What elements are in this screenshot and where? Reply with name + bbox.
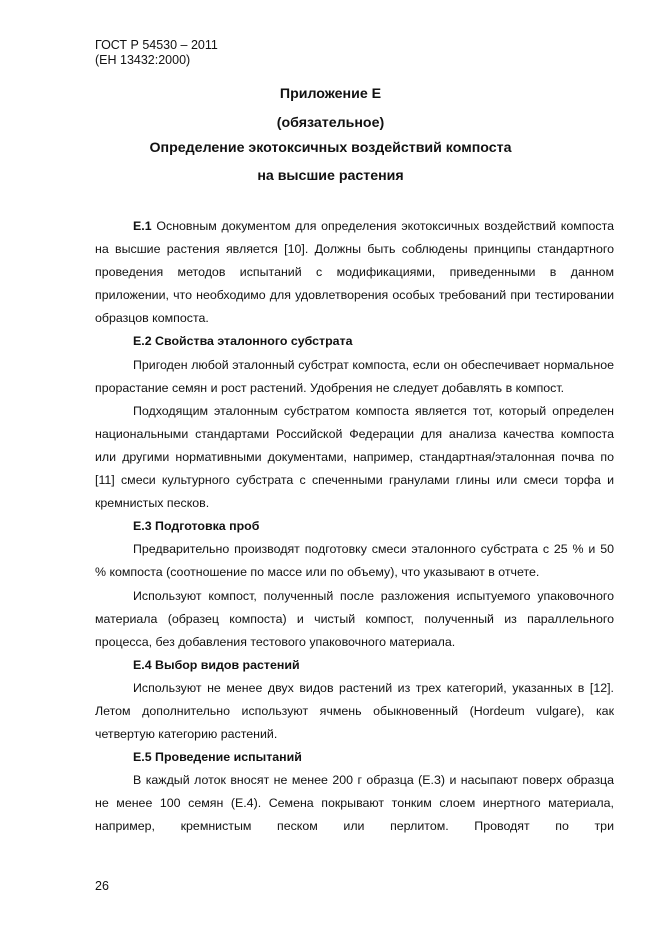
clause-number-e1: Е.1 — [133, 219, 152, 233]
section-heading-e4: Е.4 Выбор видов растений — [133, 657, 300, 672]
appendix-title: Приложение Е — [279, 86, 382, 102]
paragraph-e2-1: Пригоден любой эталонный субстрат компоста, если он обеспечивает нормальное прорастание семян и рост растений. Удобрения не следует добавлять в компост. — [95, 357, 614, 395]
paragraph-e3-1: Предварительно производят подготовку смеси эталонного субстрата с 25 % и 50 % компоста (соотношение по массе или по объему), что указывают в отчете. — [95, 542, 614, 580]
section-heading-e5: Е.5 Проведение испытаний — [133, 750, 302, 765]
document-header — [95, 38, 218, 68]
appendix-status: (обязательное) — [276, 115, 385, 131]
paragraph-e5-1: В каждый лоток вносят не менее 200 г образца (Е.3) и насыпают поверх образца не менее 100 семян (Е.4). Семена покрывают тонким слоем инертного материала, например, кремнистым песком или перлитом. Проводят по три — [95, 773, 614, 834]
paragraph-e3-2: Используют компост, полученный после разложения испытуемого упаковочного материала (образец компоста) и чистый компост, полученный из параллельного процесса, без добавления тестового упаковочного материала. — [95, 588, 614, 649]
paragraph-e1-text: Основным документом для определения экотоксичных воздействий компоста на высшие растения является [10]. Должны быть соблюдены принципы стандартного проведения методов испытаний с модификациями, приведенными в данном приложении, что необходимо для удовлетворения особых требований при тестировании образцов компоста. — [95, 219, 614, 326]
paragraph-e4-1: Используют не менее двух видов растений из трех категорий, указанных в [12]. Летом дополнительно используют ячмень обыкновенный (Hordeum vulgare), как четвертую категорию растений. — [95, 680, 614, 742]
appendix-heading-line2: на высшие растения — [257, 168, 404, 184]
equivalent-standard: (ЕН 13432:2000) — [95, 53, 191, 67]
paragraph-e2-2: Подходящим эталонным субстратом компоста является тот, который определен национальными стандартами Российской Федерации для анализа качества компоста или другими нормативными документами, например, стандартная/эталонная почва по [11] смеси культурного субстрата с спеченными гранулами глины или смеси торфа и кремнистых песков. — [95, 403, 614, 511]
appendix-heading-line1: Определение экотоксичных воздействий компоста — [149, 140, 512, 156]
paragraph-e1 — [95, 215, 614, 330]
standard-code: ГОСТ Р 54530 – 2011 — [95, 38, 218, 52]
section-heading-e2: Е.2 Свойства эталонного субстрата — [133, 334, 353, 349]
section-heading-e3: Е.3 Подготовка проб — [133, 519, 260, 534]
document-body — [95, 215, 614, 862]
page-number: 26 — [95, 879, 109, 893]
